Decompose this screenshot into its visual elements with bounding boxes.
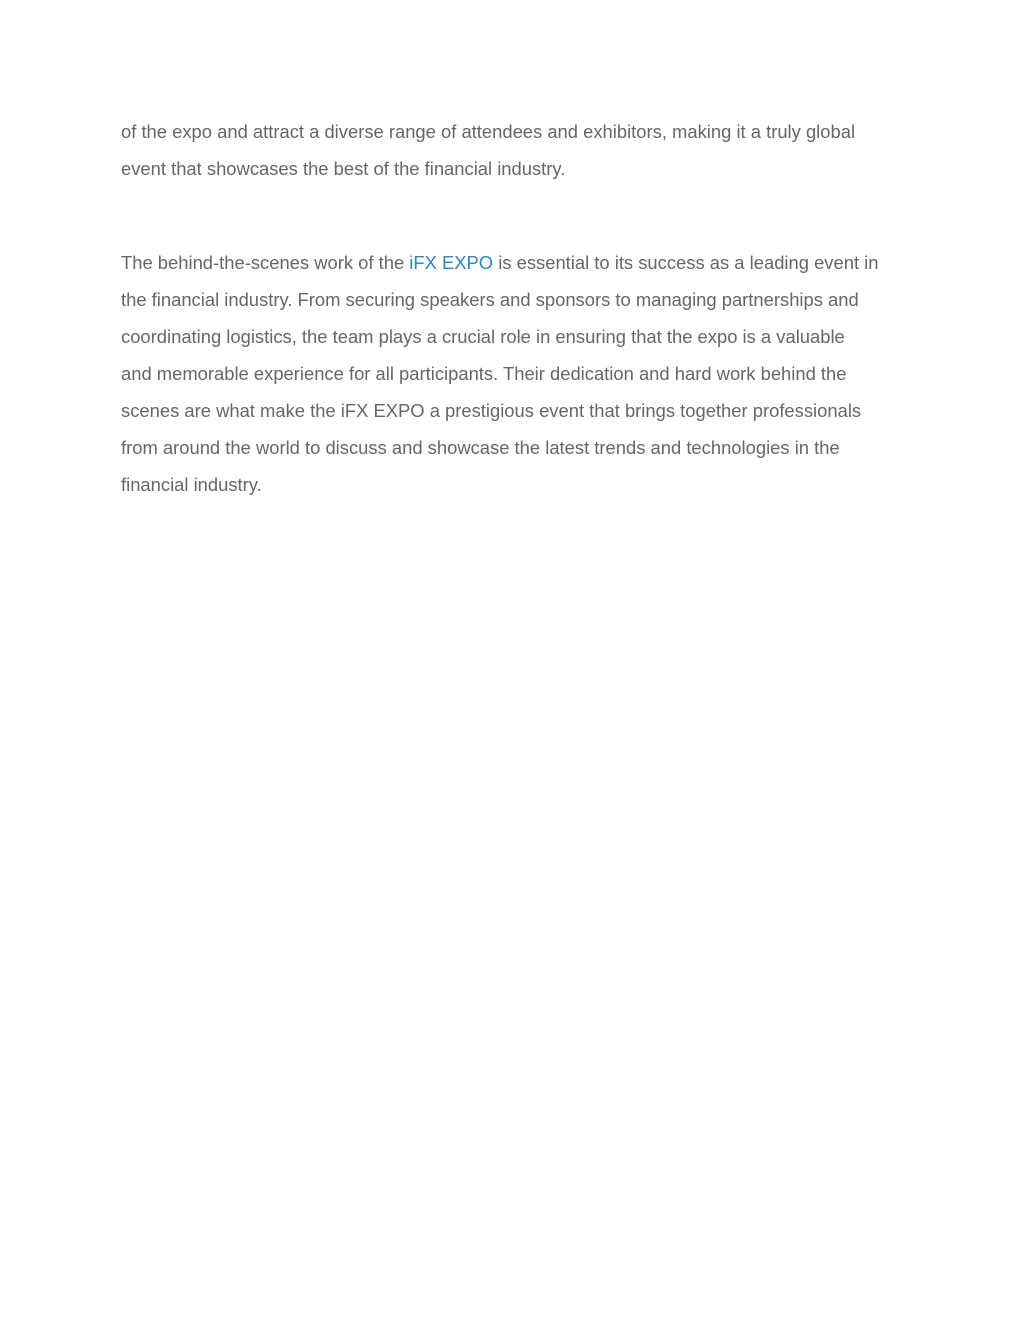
paragraph-1 bbox=[121, 113, 911, 187]
paragraph-2-line: scenes are what make the iFX EXPO a prestigious event that brings together professionals bbox=[121, 400, 862, 421]
paragraph-2-line: financial industry. bbox=[121, 474, 262, 495]
paragraph-2-line: from around the world to discuss and showcase the latest trends and technologies in the bbox=[121, 437, 840, 458]
paragraph-2-line: and memorable experience for all participants. Their dedication and hard work behind the bbox=[121, 363, 847, 384]
paragraph-2-first-line bbox=[121, 244, 911, 281]
ifx-expo-link[interactable]: iFX EXPO bbox=[409, 252, 494, 273]
document-body bbox=[121, 113, 911, 503]
paragraph-1-line: of the expo and attract a diverse range of attendees and exhibitors, making it a truly global bbox=[121, 121, 856, 142]
paragraph-2 bbox=[121, 244, 911, 503]
paragraph-2-text-before-link: The behind-the-scenes work of the bbox=[121, 252, 410, 273]
paragraph-2-line: the financial industry. From securing speakers and sponsors to managing partnerships and bbox=[121, 289, 859, 310]
paragraph-2-text-after-link: is essential to its success as a leading event in bbox=[493, 252, 879, 273]
paragraph-2-line: coordinating logistics, the team plays a crucial role in ensuring that the expo is a valuable bbox=[121, 326, 845, 347]
paragraph-1-line: event that showcases the best of the financial industry. bbox=[121, 158, 566, 179]
